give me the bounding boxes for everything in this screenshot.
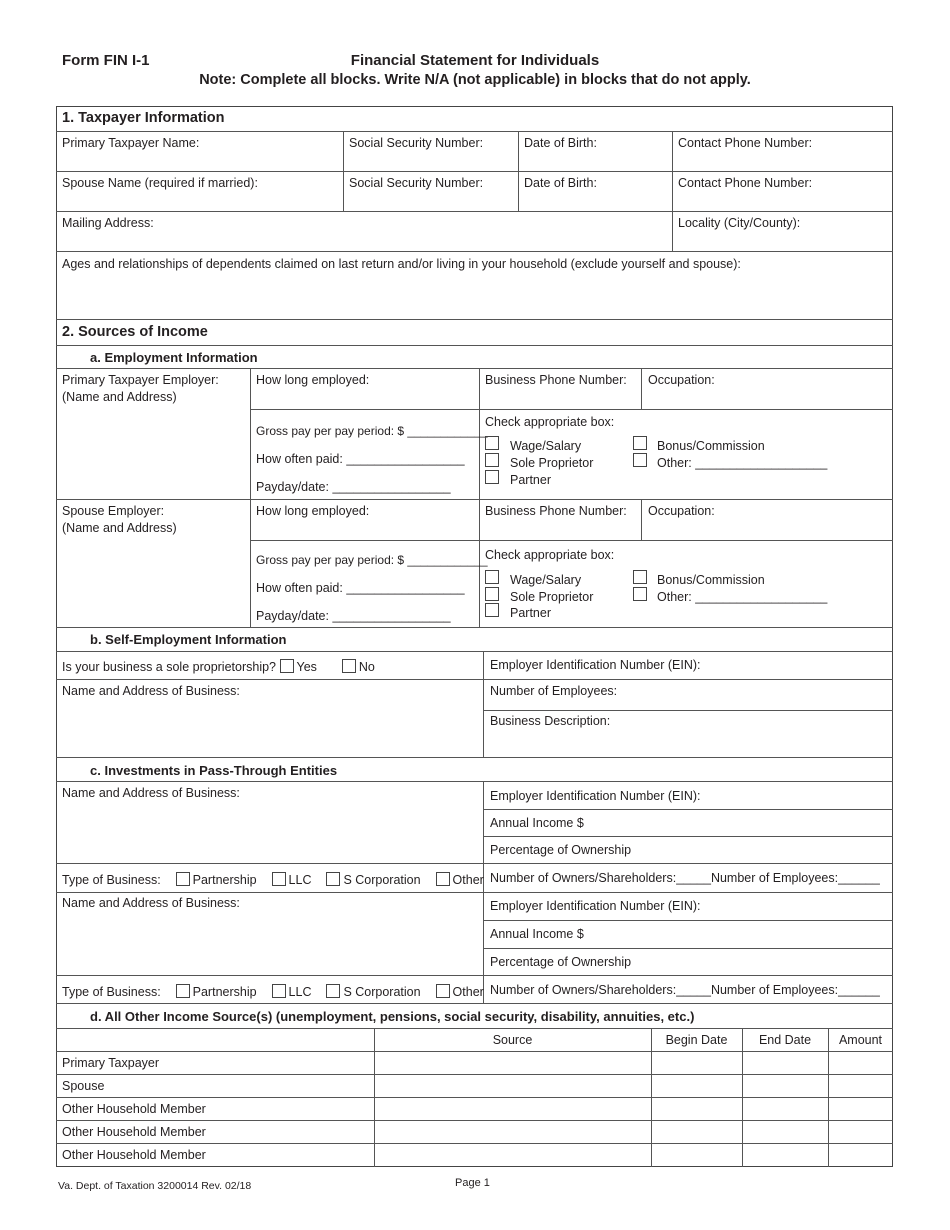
primary-payday-field[interactable]: Payday/date: _________________ bbox=[256, 480, 451, 494]
spouse-other-label[interactable]: Other: ___________________ bbox=[657, 590, 828, 604]
spouse-employer-field[interactable]: Spouse Employer: (Name and Address) bbox=[62, 504, 177, 535]
pt2-owners-field[interactable]: Number of Owners/Shareholders:_____Number of Employees:______ bbox=[490, 983, 880, 997]
spouse-partner-label: Partner bbox=[510, 606, 551, 620]
pt2-name-address-field[interactable]: Name and Address of Business: bbox=[62, 896, 240, 910]
income-row-other-1: Other Household Member bbox=[62, 1102, 206, 1116]
section-2-title: 2. Sources of Income bbox=[62, 324, 208, 340]
primary-sole-checkbox[interactable] bbox=[485, 453, 499, 467]
pt2-type-label: Type of Business: bbox=[62, 985, 161, 999]
pt1-llc-checkbox[interactable] bbox=[272, 872, 286, 886]
pt1-ownership-field[interactable]: Percentage of Ownership bbox=[490, 843, 632, 857]
pt2-type-of-business bbox=[62, 984, 484, 999]
sole-no-checkbox[interactable] bbox=[342, 659, 356, 673]
spouse-partner-checkbox[interactable] bbox=[485, 603, 499, 617]
mailing-address-field[interactable]: Mailing Address: bbox=[62, 216, 154, 230]
primary-how-often-field[interactable]: How often paid: _________________ bbox=[256, 452, 465, 466]
primary-bonus-checkbox[interactable] bbox=[633, 436, 647, 450]
yes-label: Yes bbox=[296, 660, 317, 674]
primary-dob-field[interactable]: Date of Birth: bbox=[524, 136, 597, 150]
primary-gross-pay-field[interactable]: Gross pay per pay period: $ ____________ bbox=[256, 424, 488, 438]
pt1-partnership-label: Partnership bbox=[192, 873, 257, 887]
pt2-annual-income-field[interactable]: Annual Income $ bbox=[490, 927, 584, 941]
spouse-occupation-field[interactable]: Occupation: bbox=[648, 504, 715, 518]
spouse-bonus-label: Bonus/Commission bbox=[657, 573, 765, 587]
primary-sole-label: Sole Proprietor bbox=[510, 456, 594, 470]
pt1-scorp-label: S Corporation bbox=[343, 873, 421, 887]
col-amount: Amount bbox=[838, 1033, 883, 1047]
primary-occupation-field[interactable]: Occupation: bbox=[648, 373, 715, 387]
spouse-how-often-field[interactable]: How often paid: _________________ bbox=[256, 581, 465, 595]
spouse-sole-checkbox[interactable] bbox=[485, 587, 499, 601]
se-business-description-field[interactable]: Business Description: bbox=[490, 714, 611, 728]
primary-taxpayer-name-field[interactable]: Primary Taxpayer Name: bbox=[62, 136, 200, 150]
spouse-payday-field[interactable]: Payday/date: _________________ bbox=[256, 609, 451, 623]
form-note: Note: Complete all blocks. Write N/A (not applicable) in blocks that do not apply. bbox=[199, 72, 751, 88]
primary-partner-checkbox[interactable] bbox=[485, 470, 499, 484]
pt2-ownership-field[interactable]: Percentage of Ownership bbox=[490, 955, 632, 969]
primary-wage-label: Wage/Salary bbox=[510, 439, 582, 453]
income-row-primary: Primary Taxpayer bbox=[62, 1056, 160, 1070]
section-1-title: 1. Taxpayer Information bbox=[62, 110, 225, 126]
pt1-type-of-business bbox=[62, 872, 484, 887]
pt1-other-label: Other bbox=[452, 873, 484, 887]
spouse-gross-pay-field[interactable]: Gross pay per pay period: $ ____________ bbox=[256, 553, 488, 567]
pt1-annual-income-field[interactable]: Annual Income $ bbox=[490, 816, 584, 830]
primary-wage-checkbox[interactable] bbox=[485, 436, 499, 450]
primary-ssn-field[interactable]: Social Security Number: bbox=[349, 136, 484, 150]
pt2-other-label: Other bbox=[452, 985, 484, 999]
pt1-name-address-field[interactable]: Name and Address of Business: bbox=[62, 786, 240, 800]
form-id: Form FIN I-1 bbox=[62, 52, 150, 69]
spouse-other-checkbox[interactable] bbox=[633, 587, 647, 601]
spouse-bonus-checkbox[interactable] bbox=[633, 570, 647, 584]
subsection-a-title: a. Employment Information bbox=[90, 350, 258, 365]
income-row-spouse: Spouse bbox=[62, 1079, 105, 1093]
pt2-scorp-label: S Corporation bbox=[343, 985, 421, 999]
form-title: Financial Statement for Individuals bbox=[350, 52, 600, 69]
footer-page: Page 1 bbox=[455, 1177, 490, 1189]
spouse-phone-field[interactable]: Contact Phone Number: bbox=[678, 176, 813, 190]
spouse-business-phone-field[interactable]: Business Phone Number: bbox=[485, 504, 627, 518]
primary-phone-field[interactable]: Contact Phone Number: bbox=[678, 136, 813, 150]
sole-yes-checkbox[interactable] bbox=[280, 659, 294, 673]
subsection-d-title: d. All Other Income Source(s) (unemployment, pensions, social security, disability, annuities, etc.) bbox=[90, 1009, 695, 1024]
primary-other-checkbox[interactable] bbox=[633, 453, 647, 467]
spouse-wage-checkbox[interactable] bbox=[485, 570, 499, 584]
pt1-other-checkbox[interactable] bbox=[436, 872, 450, 886]
spouse-ssn-field[interactable]: Social Security Number: bbox=[349, 176, 484, 190]
spouse-name-field[interactable]: Spouse Name (required if married): bbox=[62, 176, 258, 190]
spouse-check-box-label: Check appropriate box: bbox=[485, 548, 615, 562]
pt2-scorp-checkbox[interactable] bbox=[326, 984, 340, 998]
pt1-owners-field[interactable]: Number of Owners/Shareholders:_____Number of Employees:______ bbox=[490, 871, 880, 885]
footer-dept: Va. Dept. of Taxation 3200014 Rev. 02/18 bbox=[58, 1180, 252, 1192]
subsection-c-title: c. Investments in Pass-Through Entities bbox=[90, 763, 338, 778]
primary-other-label[interactable]: Other: ___________________ bbox=[657, 456, 828, 470]
pt1-scorp-checkbox[interactable] bbox=[326, 872, 340, 886]
primary-employer-field[interactable]: Primary Taxpayer Employer: (Name and Address) bbox=[62, 373, 219, 404]
primary-how-long-field[interactable]: How long employed: bbox=[256, 373, 370, 387]
pt2-partnership-label: Partnership bbox=[192, 985, 257, 999]
se-ein-field[interactable]: Employer Identification Number (EIN): bbox=[490, 658, 701, 672]
pt2-llc-label: LLC bbox=[288, 985, 312, 999]
pt1-ein-field[interactable]: Employer Identification Number (EIN): bbox=[490, 789, 701, 803]
locality-field[interactable]: Locality (City/County): bbox=[678, 216, 801, 230]
dependents-field[interactable]: Ages and relationships of dependents claimed on last return and/or living in your household (exclude yourself and spouse): bbox=[62, 257, 741, 271]
income-row-other-2: Other Household Member bbox=[62, 1125, 206, 1139]
income-row-other-3: Other Household Member bbox=[62, 1148, 206, 1162]
primary-bonus-label: Bonus/Commission bbox=[657, 439, 765, 453]
pt2-other-checkbox[interactable] bbox=[436, 984, 450, 998]
col-begin-date: Begin Date bbox=[665, 1033, 728, 1047]
pt2-llc-checkbox[interactable] bbox=[272, 984, 286, 998]
pt2-ein-field[interactable]: Employer Identification Number (EIN): bbox=[490, 899, 701, 913]
primary-check-box-label: Check appropriate box: bbox=[485, 415, 615, 429]
primary-partner-label: Partner bbox=[510, 473, 551, 487]
col-source: Source bbox=[492, 1033, 533, 1047]
sole-proprietorship-label: Is your business a sole proprietorship? bbox=[62, 660, 277, 674]
pt1-partnership-checkbox[interactable] bbox=[176, 872, 190, 886]
spouse-dob-field[interactable]: Date of Birth: bbox=[524, 176, 597, 190]
pt1-type-label: Type of Business: bbox=[62, 873, 161, 887]
primary-business-phone-field[interactable]: Business Phone Number: bbox=[485, 373, 627, 387]
no-label: No bbox=[358, 660, 375, 674]
se-name-address-field[interactable]: Name and Address of Business: bbox=[62, 684, 240, 698]
subsection-b-title: b. Self-Employment Information bbox=[90, 632, 287, 647]
se-num-employees-field[interactable]: Number of Employees: bbox=[490, 684, 618, 698]
pt2-partnership-checkbox[interactable] bbox=[176, 984, 190, 998]
col-end-date: End Date bbox=[758, 1033, 812, 1047]
spouse-sole-label: Sole Proprietor bbox=[510, 590, 594, 604]
pt1-llc-label: LLC bbox=[288, 873, 312, 887]
sole-proprietorship-question bbox=[62, 659, 375, 674]
spouse-how-long-field[interactable]: How long employed: bbox=[256, 504, 370, 518]
spouse-wage-label: Wage/Salary bbox=[510, 573, 582, 587]
